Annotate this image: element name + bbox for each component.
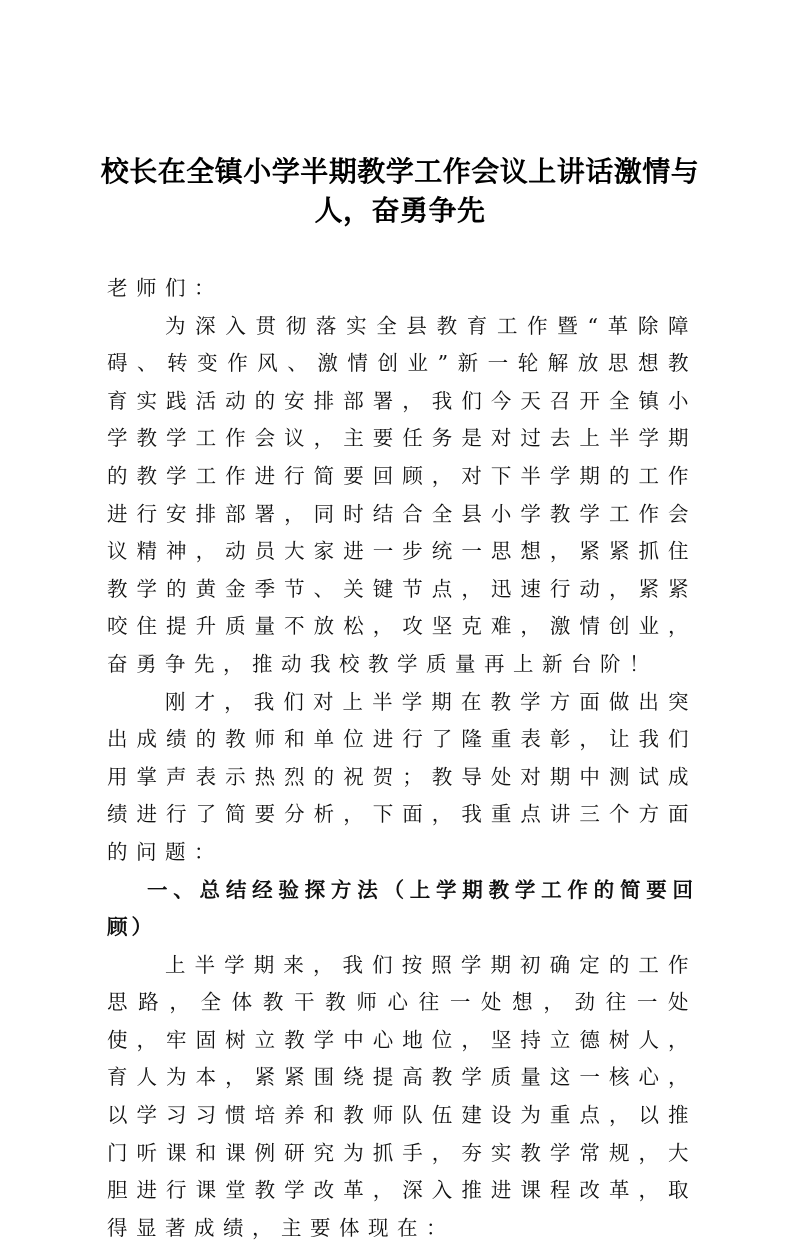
paragraph-intro: 为深入贯彻落实全县教育工作暨“革除障碍、转变作风、激情创业”新一轮解放思想教育实践活动的安排部署，我们今天召开全镇小学教学工作会议，主要任务是对过去上半学期的教学工作进行简要回顾，对下半学期的工作进行安排部署，同时结合全县小学教学工作会议精神，动员大家进一步统一思想，紧紧抓住教学的黄金季节、关键节点，迅速行动，紧紧咬住提升质量不放松，攻坚克难，激情创业，奋勇争先，推动我校教学质量再上新台阶！ [107, 313, 697, 676]
document-body [107, 270, 697, 1247]
paragraph-recognition: 刚才，我们对上半学期在教学方面做出突出成绩的教师和单位进行了隆重表彰，让我们用掌声表示热烈的祝贺；教导处对期中测试成绩进行了简要分析，下面，我重点讲三个方面的问题： [107, 689, 697, 864]
document-title: 校长在全镇小学半期教学工作会议上讲话激情与人，奋勇争先 [100, 155, 700, 227]
section-paragraph: 上半学期来，我们按照学期初确定的工作思路，全体教干教师心往一处想，劲往一处使，牢固树立教学中心地位，坚持立德树人，育人为本，紧紧围绕提高教学质量这一核心，以学习习惯培养和教师队伍建设为重点，以推门听课和课例研究为抓手，夯实教学常规，大胆进行课堂教学改革，深入推进课程改革，取得显著成绩，主要体现在： [107, 952, 697, 1240]
salutation: 老师们： [107, 276, 223, 300]
section-heading: 一、总结经验探方法（上学期教学工作的简要回顾） [107, 877, 697, 940]
